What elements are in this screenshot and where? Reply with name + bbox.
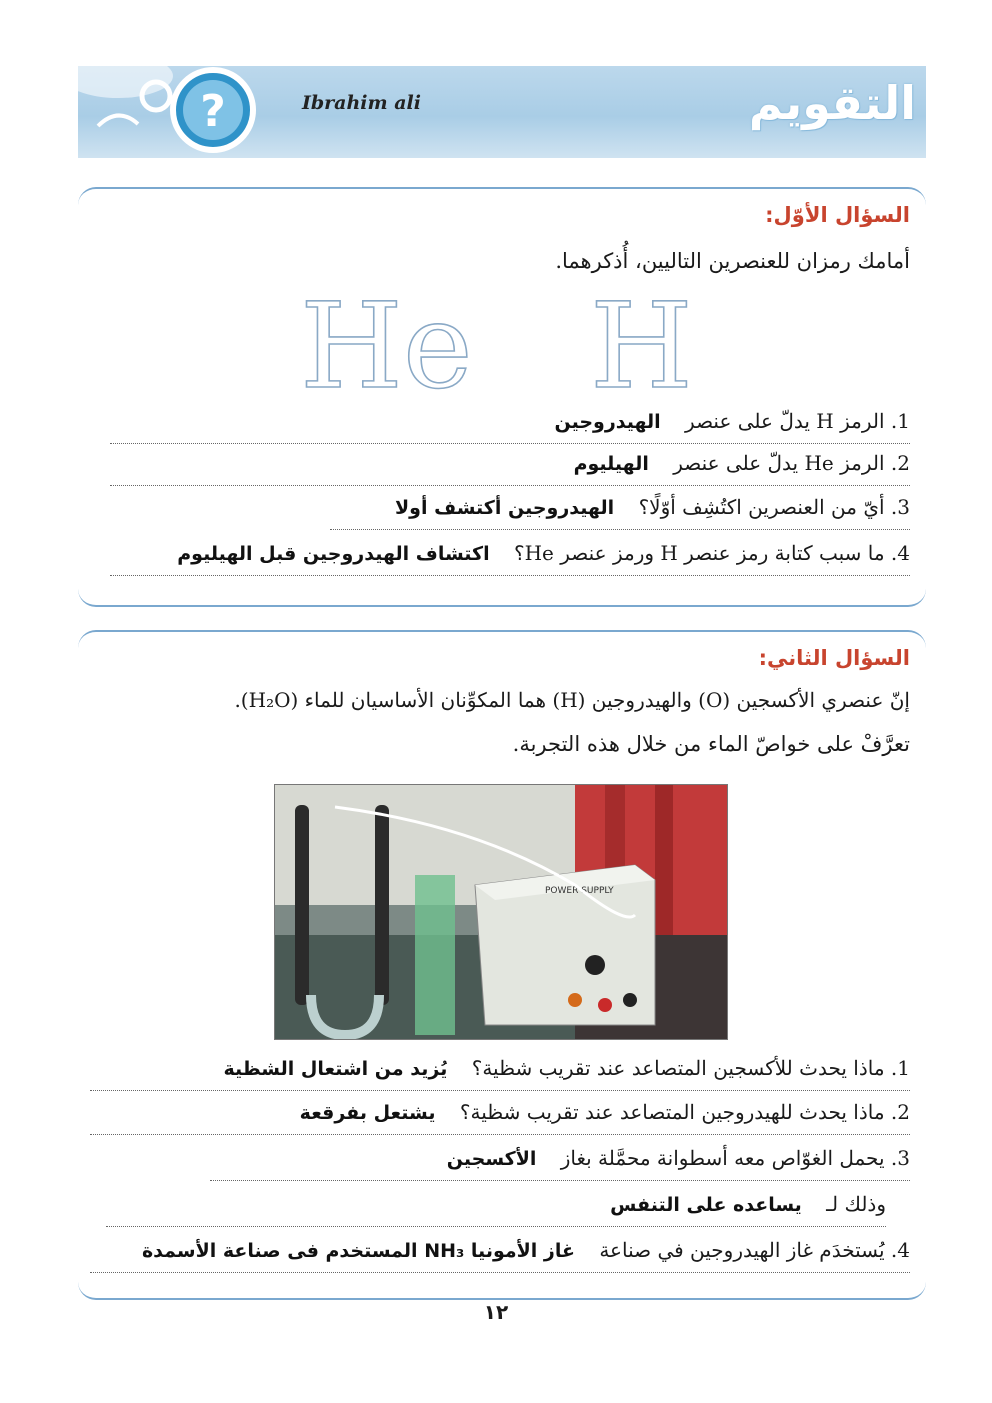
question-two-title: السؤال الثاني: bbox=[758, 646, 910, 670]
answer-text: يُزيد من اشتعال الشظية bbox=[223, 1058, 448, 1080]
question-two-intro-1: إنّ عنصري الأكسجين (O) والهيدروجين (H) هما المكوِّنان الأساسيان للماء (H₂O). bbox=[234, 688, 910, 712]
answer-text: الأكسجين bbox=[446, 1148, 537, 1170]
page-header bbox=[78, 66, 926, 158]
answer-text: يشتعل بفرقعة bbox=[299, 1102, 436, 1124]
q2-item-2: 2. ماذا يحدث للهيدروجين المتصاعد عند تقريب شظية؟ يشتعل بفرقعة bbox=[90, 1100, 910, 1135]
q2-item-4: 4. يُستخدَم غاز الهيدروجين في صناعة غاز الأمونيا NH₃ المستخدم فى صناعة الأسمدة bbox=[90, 1238, 910, 1273]
q1-item-1: 1. الرمز H يدلّ على عنصر الهيدروجين bbox=[110, 409, 910, 444]
q1-item-2: 2. الرمز He يدلّ على عنصر الهيليوم bbox=[110, 451, 910, 486]
answer-text: الهيدروجين أكتشف أولا bbox=[395, 497, 615, 519]
question-two-intro-2: تعرَّفْ على خواصّ الماء من خلال هذه التجربة. bbox=[512, 732, 910, 756]
question-one-section bbox=[78, 187, 926, 607]
q2-item-1: 1. ماذا يحدث للأكسجين المتصاعد عند تقريب شظية؟ يُزيد من اشتعال الشظية bbox=[90, 1056, 910, 1091]
power-supply-label: POWER SUPPLY bbox=[545, 886, 614, 896]
question-two-section bbox=[78, 630, 926, 1300]
q2-item-3: 3. يحمل الغوّاص معه أسطوانة محمَّلة بغاز الأكسجين bbox=[210, 1146, 910, 1181]
question-one-intro: أمامك رمزان للعنصرين التاليين، أُذكرهما. bbox=[555, 249, 910, 273]
q1-item-3: 3. أيّ من العنصرين اكتُشِف أوّلًا؟ الهيدروجين أكتشف أولا bbox=[330, 495, 910, 530]
page-title: التقويم bbox=[748, 76, 916, 130]
symbol-h: H bbox=[590, 289, 693, 399]
author-name: Ibrahim ali bbox=[302, 92, 421, 114]
electrolysis-experiment-photo bbox=[274, 784, 728, 1040]
answer-text: اكتشاف الهيدروجين قبل الهيليوم bbox=[177, 543, 490, 565]
symbol-he: He bbox=[300, 289, 473, 399]
q2-item-3b: وذلك لـ يساعده على التنفس bbox=[106, 1192, 886, 1227]
answer-text: الهيليوم bbox=[573, 453, 649, 475]
page-number: ١٢ bbox=[483, 1300, 509, 1324]
q1-item-4: 4. ما سبب كتابة رمز عنصر H ورمز عنصر He؟ اكتشاف الهيدروجين قبل الهيليوم bbox=[110, 541, 910, 576]
element-symbols bbox=[300, 289, 720, 399]
answer-text: غاز الأمونيا NH₃ المستخدم فى صناعة الأسمدة bbox=[141, 1240, 575, 1262]
answer-text: الهيدروجين bbox=[554, 411, 661, 433]
lightbulb-question-icon bbox=[78, 66, 288, 158]
svg-text:?: ? bbox=[200, 86, 226, 137]
question-one-title: السؤال الأوّل: bbox=[765, 203, 910, 227]
answer-text: يساعده على التنفس bbox=[610, 1194, 802, 1216]
